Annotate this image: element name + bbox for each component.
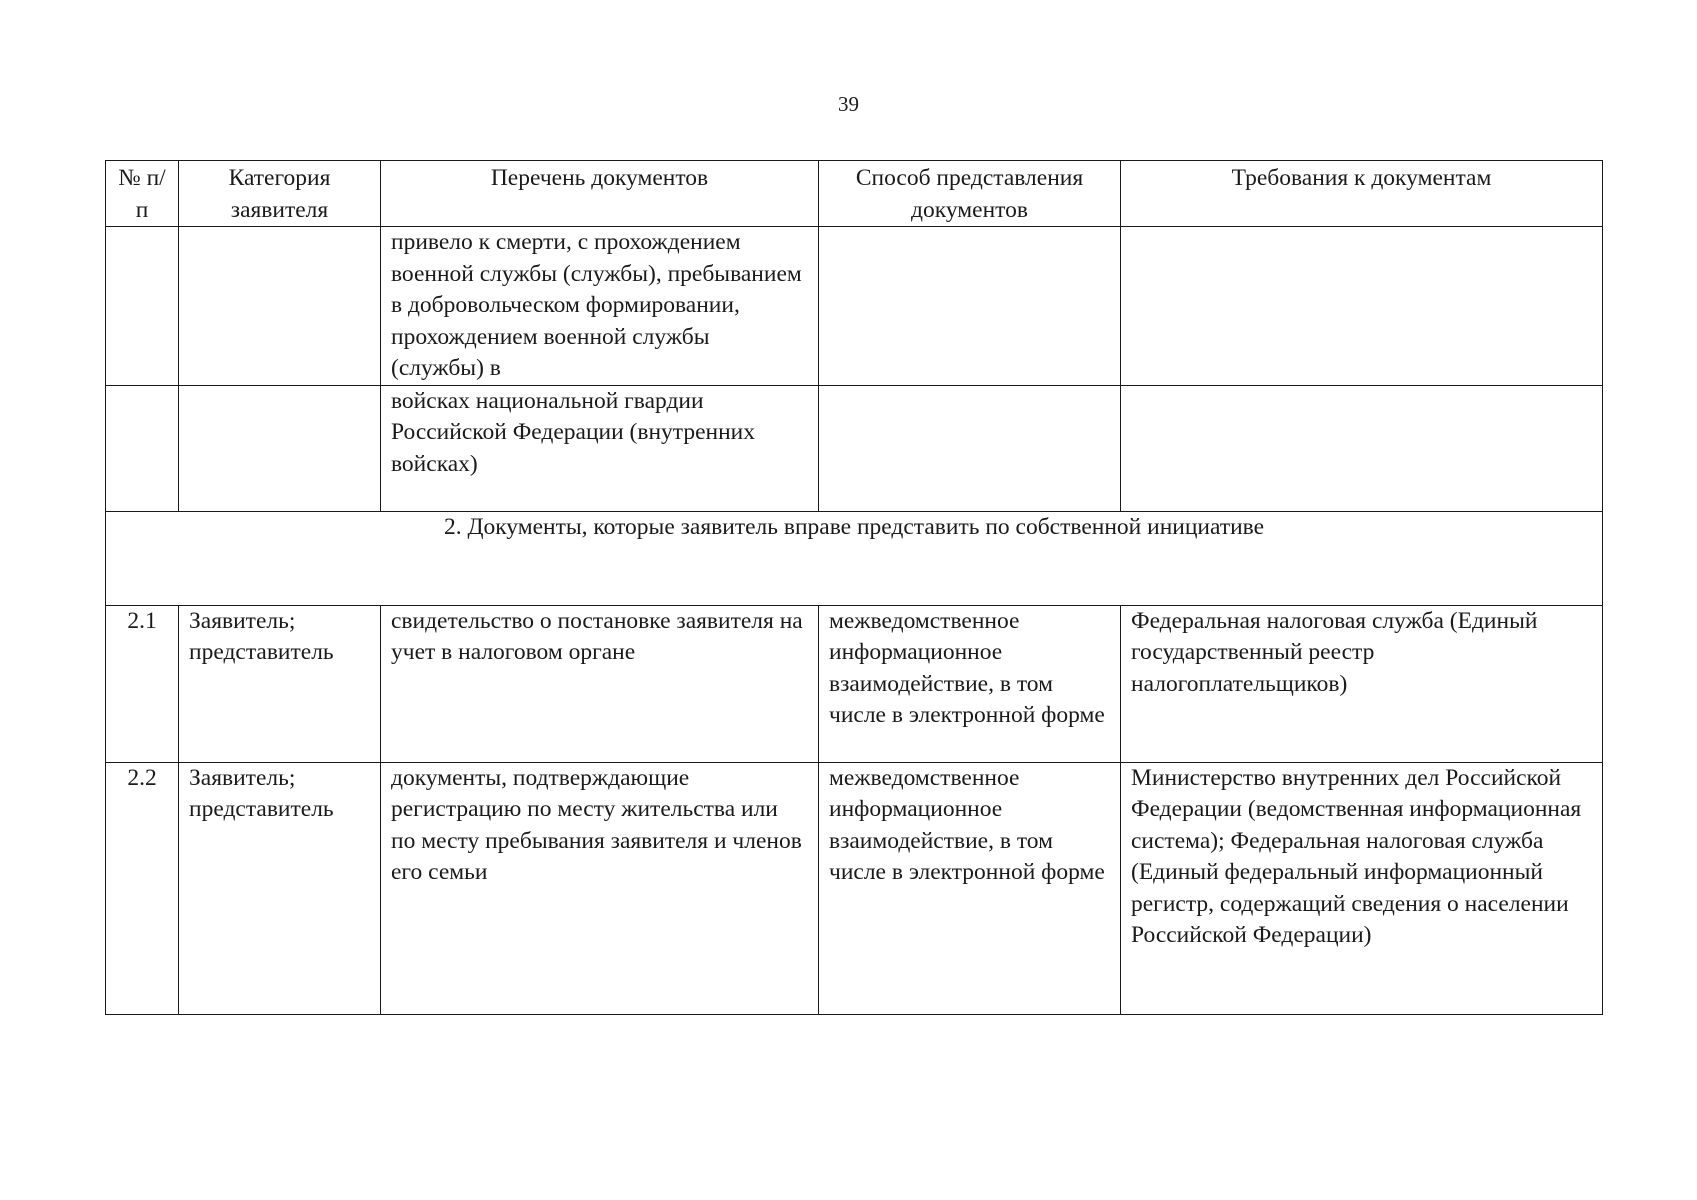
row-category <box>179 385 381 511</box>
table-header-row <box>106 161 1603 227</box>
row-documents: документы, подтверждающие регистрацию по месту жительства или по месту пребывания заявителя и членов его семьи <box>381 762 819 1014</box>
header-num: № п/п <box>106 161 179 227</box>
row-method: межведомственное информационное взаимодействие, в том числе в электронной форме <box>819 605 1121 762</box>
row-category: Заявитель; представитель <box>179 762 381 1014</box>
row-documents: привело к смерти, с прохождением военной службы (службы), пребыванием в добровольческом формировании, прохождением военной службы (службы) в <box>381 227 819 386</box>
documents-table <box>105 160 1603 1015</box>
row-num <box>106 385 179 511</box>
row-method <box>819 227 1121 386</box>
row-documents: свидетельство о постановке заявителя на учет в налоговом органе <box>381 605 819 762</box>
table-row <box>106 227 1603 386</box>
section-row <box>106 511 1603 605</box>
row-requirements <box>1121 227 1603 386</box>
row-num <box>106 227 179 386</box>
header-requirements: Требования к документам <box>1121 161 1603 227</box>
row-method <box>819 385 1121 511</box>
header-category: Категория заявителя <box>179 161 381 227</box>
row-requirements: Федеральная налоговая служба (Единый государственный реестр налогоплательщиков) <box>1121 605 1603 762</box>
header-method: Способ представления документов <box>819 161 1121 227</box>
table-row <box>106 762 1603 1014</box>
row-documents: войсках национальной гвардии Российской Федерации (внутренних войсках) <box>381 385 819 511</box>
row-requirements <box>1121 385 1603 511</box>
table-row <box>106 385 1603 511</box>
row-method: межведомственное информационное взаимодействие, в том числе в электронной форме <box>819 762 1121 1014</box>
row-num: 2.2 <box>106 762 179 1014</box>
header-documents: Перечень документов <box>381 161 819 227</box>
row-requirements: Министерство внутренних дел Российской Федерации (ведомственная информационная система); Федеральная налоговая служба (Единый федеральный информационный регистр, содержащий сведения о населении Российской Федерации) <box>1121 762 1603 1014</box>
section-title: 2. Документы, которые заявитель вправе представить по собственной инициативе <box>106 511 1603 605</box>
page-number: 39 <box>838 92 859 116</box>
row-category: Заявитель; представитель <box>179 605 381 762</box>
row-num: 2.1 <box>106 605 179 762</box>
table-row <box>106 605 1603 762</box>
row-category <box>179 227 381 386</box>
